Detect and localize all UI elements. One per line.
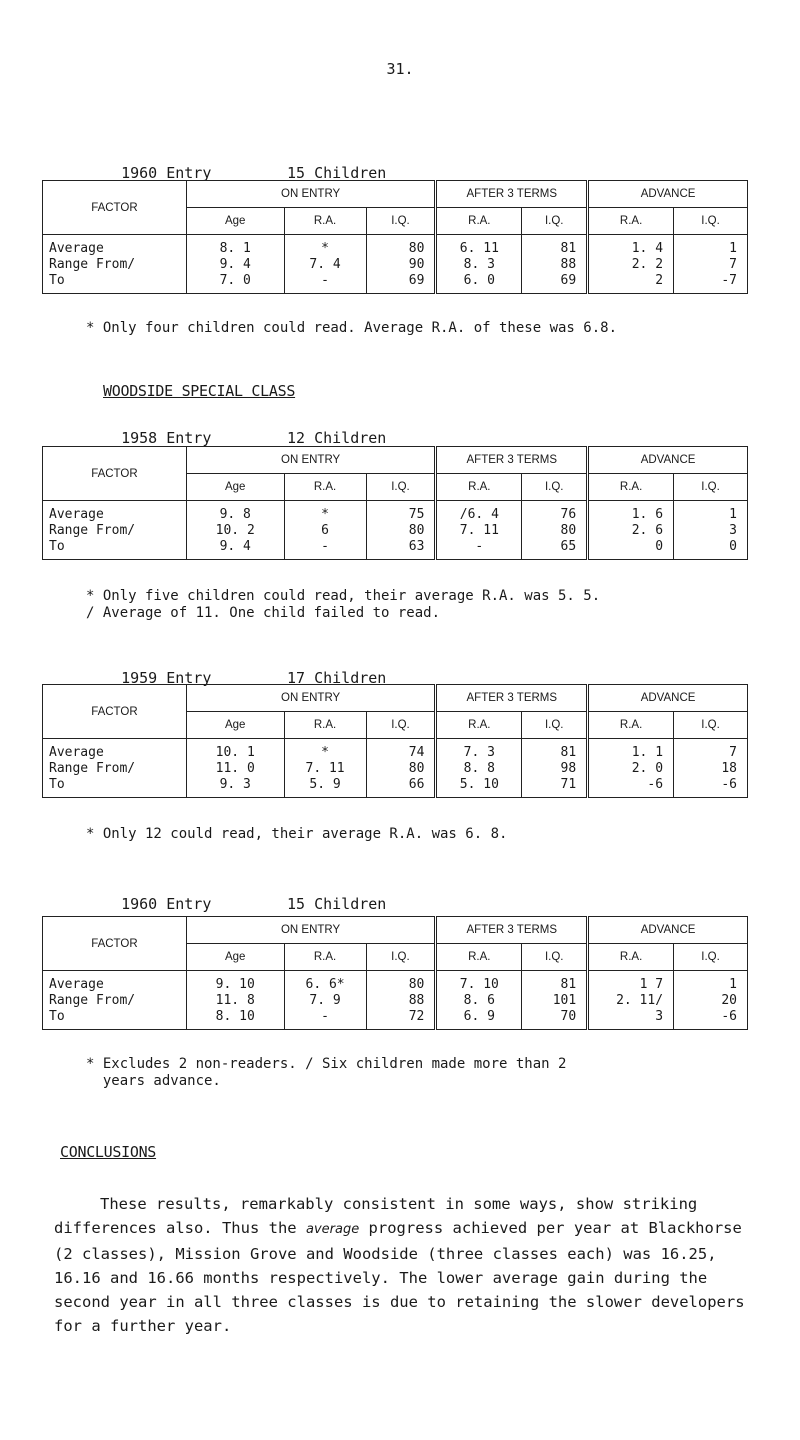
- cell: 6. 0: [463, 273, 495, 288]
- on-entry-header: ON ENTRY: [186, 685, 436, 712]
- cell: 18: [721, 761, 737, 776]
- cell: 98: [560, 761, 577, 776]
- ra-header: R.A.: [284, 712, 366, 739]
- cell: 7: [729, 745, 737, 760]
- after-ra-header: R.A.: [436, 712, 522, 739]
- cell: 1: [729, 507, 737, 522]
- advance-ra-values: [588, 971, 674, 1030]
- results-table-1959: [42, 684, 748, 798]
- ra-header: R.A.: [284, 474, 366, 501]
- cell: 1: [729, 977, 737, 992]
- cell: 88: [408, 993, 425, 1008]
- factor-header: FACTOR: [43, 181, 187, 235]
- cell: 69: [408, 273, 425, 288]
- advance-ra-values: [588, 739, 674, 798]
- cell: -: [321, 539, 329, 554]
- cell: 7. 4: [309, 257, 341, 272]
- cell: 7. 3: [463, 745, 495, 760]
- iq-header: I.Q.: [366, 944, 436, 971]
- iq-values: [366, 971, 436, 1030]
- cell: *: [321, 507, 329, 522]
- on-entry-header: ON ENTRY: [186, 447, 436, 474]
- cell: 0: [729, 539, 737, 554]
- cell: 6. 11: [459, 241, 499, 256]
- after-iq-values: [522, 235, 588, 294]
- advance-ra-header: R.A.: [588, 474, 674, 501]
- after-iq-values: [522, 501, 588, 560]
- table-2-note-2: / Average of 11. One child failed to read.: [86, 605, 441, 621]
- factor-header: FACTOR: [43, 447, 187, 501]
- cell: 8. 6: [463, 993, 495, 1008]
- iq-values: [366, 235, 436, 294]
- advance-ra-values: [588, 501, 674, 560]
- row-label-average: Average: [49, 745, 104, 760]
- children-count: 12 Children: [287, 429, 387, 447]
- cell: 1. 4: [631, 241, 664, 256]
- row-label-range-from: Range From/: [49, 993, 136, 1008]
- table-3-caption: [103, 651, 387, 687]
- cell: 7. 0: [219, 273, 251, 288]
- cell: *: [321, 745, 329, 760]
- table-2-note-1: * Only five children could read, their average R.A. was 5. 5.: [86, 588, 601, 604]
- after-ra-values: [436, 235, 522, 294]
- conclusions-text-before: These results, remarkably consistent in some ways, show striking differences also. Thus the: [54, 1195, 698, 1237]
- table-2-caption: [103, 411, 387, 447]
- ra-values: [284, 501, 366, 560]
- iq-values: [366, 739, 436, 798]
- cell: 20: [721, 993, 737, 1008]
- row-label-range-from: Range From/: [49, 257, 136, 272]
- cell: *: [321, 241, 329, 256]
- cell: 1 7: [639, 977, 664, 992]
- table-4-note-1: * Excludes 2 non-readers. / Six children made more than 2: [86, 1056, 567, 1072]
- advance-iq-values: [674, 235, 748, 294]
- cell: 9. 4: [219, 257, 251, 272]
- cell: 7. 10: [459, 977, 499, 992]
- advance-ra-header: R.A.: [588, 712, 674, 739]
- cell: 11. 8: [215, 993, 255, 1008]
- ra-values: [284, 739, 366, 798]
- advance-ra-header: R.A.: [588, 944, 674, 971]
- section-heading: WOODSIDE SPECIAL CLASS: [103, 382, 296, 400]
- after-ra-values: [436, 971, 522, 1030]
- after-ra-values: [436, 501, 522, 560]
- age-values: [186, 501, 284, 560]
- after-terms-header: AFTER 3 TERMS: [436, 917, 588, 944]
- row-labels: [43, 501, 187, 560]
- cell: 8. 10: [215, 1009, 255, 1024]
- cell: /6. 4: [459, 507, 499, 522]
- after-iq-header: I.Q.: [522, 474, 588, 501]
- cell: 3: [655, 1009, 664, 1024]
- advance-iq-values: [674, 739, 748, 798]
- cell: 10. 1: [215, 745, 255, 760]
- row-labels: [43, 235, 187, 294]
- iq-header: I.Q.: [366, 474, 436, 501]
- cell: 80: [560, 523, 577, 538]
- ra-values: [284, 971, 366, 1030]
- table-1-note: * Only four children could read. Average R.A. of these was 6.8.: [86, 320, 618, 336]
- cell: 7. 9: [309, 993, 341, 1008]
- entry-label: 1960 Entry: [121, 895, 212, 913]
- cell: 2. 6: [631, 523, 664, 538]
- age-values: [186, 739, 284, 798]
- cell: 7: [729, 257, 737, 272]
- cell: 70: [560, 1009, 577, 1024]
- after-iq-header: I.Q.: [522, 208, 588, 235]
- cell: -: [321, 1009, 329, 1024]
- row-label-average: Average: [49, 507, 104, 522]
- table-4-caption: [103, 877, 387, 913]
- results-table-1960-b: [42, 916, 748, 1030]
- iq-header: I.Q.: [366, 712, 436, 739]
- after-iq-values: [522, 739, 588, 798]
- cell: 5. 10: [459, 777, 499, 792]
- ra-values: [284, 235, 366, 294]
- advance-header: ADVANCE: [588, 181, 748, 208]
- table-4-note-2: years advance.: [86, 1073, 221, 1089]
- factor-header: FACTOR: [43, 685, 187, 739]
- age-values: [186, 235, 284, 294]
- cell: 101: [552, 993, 577, 1008]
- cell: 10. 2: [215, 523, 255, 538]
- cell: -7: [721, 273, 737, 288]
- children-count: 15 Children: [287, 164, 387, 182]
- cell: 81: [560, 745, 577, 760]
- cell: 74: [408, 745, 425, 760]
- cell: 1. 1: [631, 745, 664, 760]
- row-label-range-from: Range From/: [49, 761, 136, 776]
- cell: -6: [721, 777, 737, 792]
- cell: 8. 8: [463, 761, 495, 776]
- row-label-average: Average: [49, 241, 104, 256]
- children-count: 17 Children: [287, 669, 387, 687]
- cell: -6: [647, 777, 664, 792]
- cell: 1: [729, 241, 737, 256]
- advance-iq-values: [674, 501, 748, 560]
- advance-ra-header: R.A.: [588, 208, 674, 235]
- cell: 2. 2: [631, 257, 664, 272]
- advance-header: ADVANCE: [588, 685, 748, 712]
- cell: 9. 4: [219, 539, 251, 554]
- cell: 6: [321, 523, 329, 538]
- cell: 9. 8: [219, 507, 251, 522]
- cell: 76: [560, 507, 577, 522]
- age-header: Age: [186, 944, 284, 971]
- cell: 7. 11: [459, 523, 499, 538]
- cell: 63: [408, 539, 425, 554]
- cell: 6. 6*: [305, 977, 345, 992]
- emphasis-word: average: [305, 1222, 360, 1237]
- cell: 72: [408, 1009, 425, 1024]
- cell: 8. 1: [219, 241, 251, 256]
- cell: 11. 0: [215, 761, 255, 776]
- cell: 0: [655, 539, 664, 554]
- children-count: 15 Children: [287, 895, 387, 913]
- after-iq-header: I.Q.: [522, 712, 588, 739]
- advance-iq-header: I.Q.: [674, 944, 748, 971]
- cell: 3: [729, 523, 737, 538]
- after-terms-header: AFTER 3 TERMS: [436, 447, 588, 474]
- row-label-to: To: [49, 539, 65, 554]
- after-ra-header: R.A.: [436, 474, 522, 501]
- entry-label: 1959 Entry: [121, 669, 212, 687]
- ra-header: R.A.: [284, 944, 366, 971]
- row-label-to: To: [49, 273, 65, 288]
- row-label-to: To: [49, 777, 65, 792]
- page-number: 31.: [386, 60, 414, 78]
- entry-label: 1960 Entry: [121, 164, 212, 182]
- advance-iq-header: I.Q.: [674, 208, 748, 235]
- cell: 80: [408, 761, 425, 776]
- advance-header: ADVANCE: [588, 447, 748, 474]
- advance-header: ADVANCE: [588, 917, 748, 944]
- conclusions-paragraph: [54, 1192, 754, 1338]
- cell: -6: [721, 1009, 737, 1024]
- advance-iq-values: [674, 971, 748, 1030]
- entry-label: 1958 Entry: [121, 429, 212, 447]
- age-values: [186, 971, 284, 1030]
- cell: 7. 11: [305, 761, 345, 776]
- cell: 81: [560, 977, 577, 992]
- cell: 8. 3: [463, 257, 495, 272]
- table-3-note: * Only 12 could read, their average R.A. was 6. 8.: [86, 826, 508, 842]
- after-iq-header: I.Q.: [522, 944, 588, 971]
- table-1-caption: [103, 146, 387, 182]
- cell: 2: [655, 273, 664, 288]
- cell: 66: [408, 777, 425, 792]
- cell: -: [475, 539, 484, 554]
- cell: -: [321, 273, 329, 288]
- cell: 90: [408, 257, 425, 272]
- row-label-range-from: Range From/: [49, 523, 136, 538]
- cell: 65: [560, 539, 577, 554]
- row-label-to: To: [49, 1009, 65, 1024]
- cell: 80: [408, 977, 425, 992]
- conclusions-text-after: progress achieved per year at Blackhorse (2 classes), Mission Grove and Woodside (three classes each) was 16.25, 16.16 and 16.66 months respectively. The lower average gain during the second year in all three classes is due to retaining the slower developers for a further year.: [54, 1219, 745, 1335]
- cell: 80: [408, 241, 425, 256]
- cell: 75: [408, 507, 425, 522]
- cell: 69: [560, 273, 577, 288]
- row-labels: [43, 739, 187, 798]
- cell: 2. 11/: [616, 993, 664, 1008]
- row-labels: [43, 971, 187, 1030]
- factor-header: FACTOR: [43, 917, 187, 971]
- on-entry-header: ON ENTRY: [186, 181, 436, 208]
- after-terms-header: AFTER 3 TERMS: [436, 181, 588, 208]
- cell: 81: [560, 241, 577, 256]
- cell: 80: [408, 523, 425, 538]
- results-table-1958: [42, 446, 748, 560]
- results-table-1960-a: [42, 180, 748, 294]
- after-ra-values: [436, 739, 522, 798]
- after-ra-header: R.A.: [436, 944, 522, 971]
- cell: 88: [560, 257, 577, 272]
- after-ra-header: R.A.: [436, 208, 522, 235]
- cell: 9. 10: [215, 977, 255, 992]
- advance-iq-header: I.Q.: [674, 474, 748, 501]
- ra-header: R.A.: [284, 208, 366, 235]
- cell: 5. 9: [309, 777, 341, 792]
- cell: 1. 6: [631, 507, 664, 522]
- advance-iq-header: I.Q.: [674, 712, 748, 739]
- cell: 71: [560, 777, 577, 792]
- cell: 6. 9: [463, 1009, 495, 1024]
- age-header: Age: [186, 474, 284, 501]
- age-header: Age: [186, 208, 284, 235]
- row-label-average: Average: [49, 977, 104, 992]
- after-iq-values: [522, 971, 588, 1030]
- advance-ra-values: [588, 235, 674, 294]
- on-entry-header: ON ENTRY: [186, 917, 436, 944]
- iq-values: [366, 501, 436, 560]
- age-header: Age: [186, 712, 284, 739]
- cell: 2. 0: [631, 761, 664, 776]
- cell: 9. 3: [219, 777, 251, 792]
- iq-header: I.Q.: [366, 208, 436, 235]
- conclusions-heading: CONCLUSIONS: [60, 1143, 157, 1161]
- after-terms-header: AFTER 3 TERMS: [436, 685, 588, 712]
